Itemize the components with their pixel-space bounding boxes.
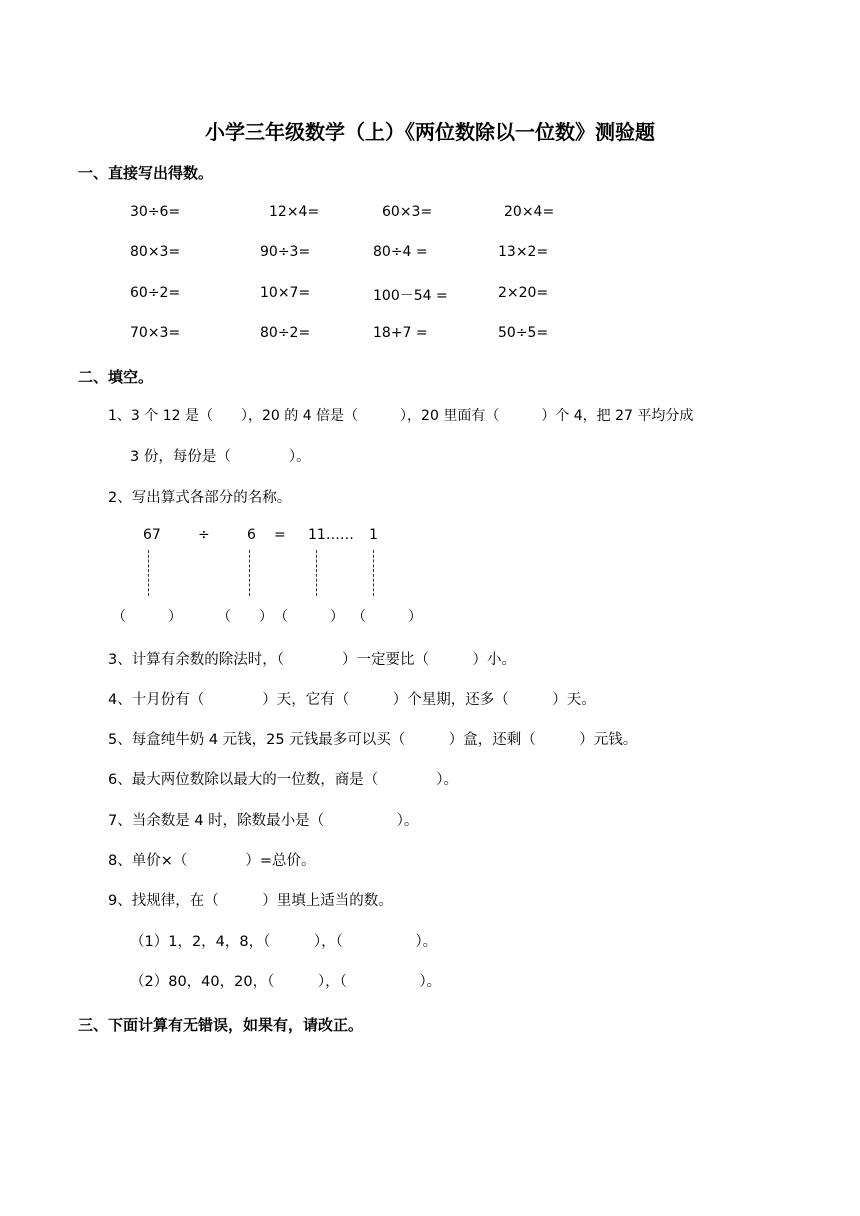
question-7: 7、当余数是 4 时，除数最小是（ ）。 [108,813,419,829]
divisor: 6 [247,527,256,543]
answer-blank[interactable]: （ ） [274,609,344,625]
question-5: 5、每盒纯牛奶 4 元钱，25 元钱最多可以买（ ）盒，还剩（ ）元钱。 [108,732,638,748]
question-2: 2、写出算式各部分的名称。 [108,490,292,506]
calc-item: 18+7 = [373,325,428,341]
question-9-part-1: （1）1，2，4，8，（ ），（ ）。 [130,934,438,950]
question-9: 9、找规律，在（ ）里填上适当的数。 [108,893,393,909]
quotient: 11…… [308,527,354,543]
equals-sign: = [274,527,286,543]
calc-item: 10×7= [260,285,311,301]
calc-item: 60÷2= [130,285,181,301]
calc-item: 80÷4 = [373,244,428,260]
section-1-heading: 一、直接写出得数。 [78,164,214,182]
question-8: 8、单价×（ ）=总价。 [108,853,316,869]
calc-item: 90÷3= [260,244,311,260]
question-3: 3、计算有余数的除法时，（ ）一定要比（ ）小。 [108,652,516,668]
question-1-line-1: 1、3 个 12 是（ ），20 的 4 倍是（ ），20 里面有（ ）个 4，把 27 平均分成 [108,408,694,424]
question-4: 4、十月份有（ ）天，它有（ ）个星期，还多（ ）天。 [108,692,596,708]
dashed-connector [249,550,250,596]
answer-blank[interactable]: （ ） [217,609,273,625]
calc-item: 20×4= [504,204,555,220]
question-9-part-2: （2）80，40，20，（ ），（ ）。 [130,974,442,990]
dividend: 67 [143,527,161,543]
question-6: 6、最大两位数除以最大的一位数，商是（ ）。 [108,772,458,788]
calc-item: 80÷2= [260,325,311,341]
division-sign: ÷ [198,527,210,543]
answer-blank[interactable]: （ ） [352,609,422,625]
answer-blank[interactable]: （ ） [112,609,182,625]
section-3-heading: 三、下面计算有无错误，如果有，请改正。 [78,1016,364,1034]
page-title: 小学三年级数学（上）《两位数除以一位数》测验题 [205,120,655,144]
question-1-line-2: 3 份，每份是（ ）。 [130,449,311,465]
dashed-connector [148,550,149,596]
section-2-heading: 二、填空。 [78,368,154,386]
calc-item: 50÷5= [498,325,549,341]
calc-item: 2×20= [498,285,549,301]
calc-item: 60×3= [382,204,433,220]
dashed-connector [316,550,317,596]
remainder: 1 [369,527,378,543]
calc-item: 100－54 = [373,288,448,304]
calc-item: 30÷6= [130,204,181,220]
calc-item: 12×4= [269,204,320,220]
dashed-connector [373,550,374,596]
calc-item: 80×3= [130,244,181,260]
calc-item: 70×3= [130,325,181,341]
calc-item: 13×2= [498,244,549,260]
